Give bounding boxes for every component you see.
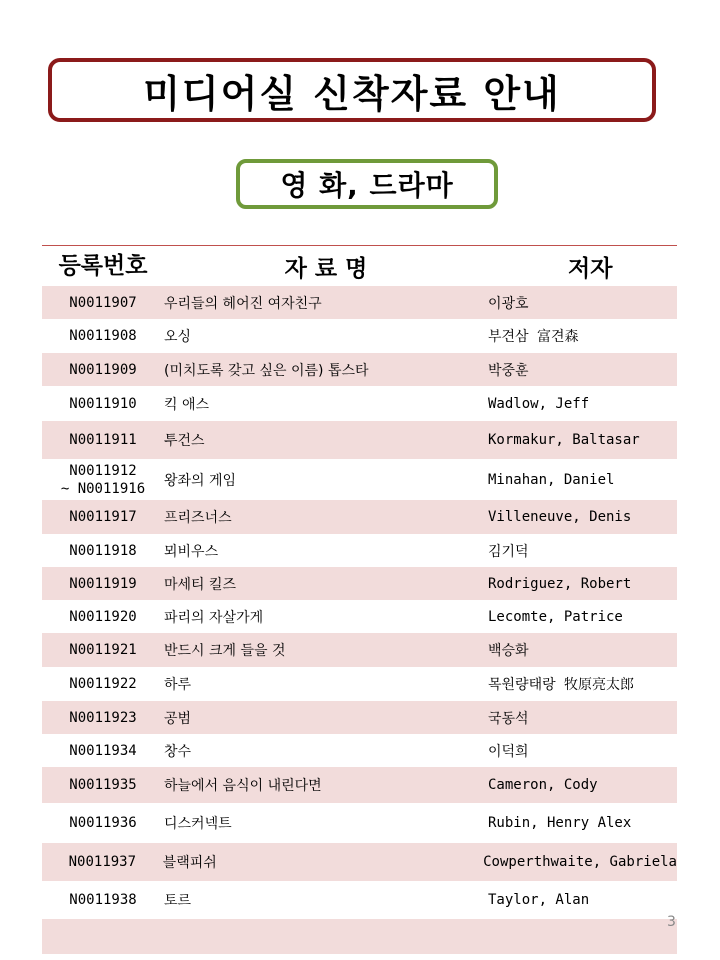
table-row bbox=[42, 767, 677, 803]
table-row bbox=[42, 534, 677, 567]
row-author: Cameron, Cody bbox=[488, 777, 598, 793]
row-title: 왕좌의 게임 bbox=[164, 472, 237, 489]
new-materials-table bbox=[42, 245, 677, 954]
table-row bbox=[42, 421, 677, 459]
row-title: 블랙피쉬 bbox=[162, 855, 217, 871]
category-subtitle: 영 화, 드라마 bbox=[236, 159, 498, 209]
header-name: 자 료 명 bbox=[284, 255, 368, 282]
table-row bbox=[42, 386, 677, 421]
row-id: N0011910 bbox=[69, 395, 137, 412]
row-title: 프리즈너스 bbox=[164, 510, 232, 526]
table-row bbox=[42, 319, 677, 353]
row-author: 이광호 bbox=[488, 295, 529, 312]
table-row bbox=[42, 633, 677, 667]
row-title: 토르 bbox=[164, 893, 192, 909]
row-author: Lecomte, Patrice bbox=[488, 608, 623, 625]
header-author: 저자 bbox=[568, 255, 613, 282]
row-id: N0011918 bbox=[69, 542, 137, 559]
row-id: N0011923 bbox=[69, 709, 137, 726]
row-id: N0011934 bbox=[69, 742, 137, 759]
row-author: 백승화 bbox=[488, 643, 529, 659]
table-body bbox=[42, 286, 677, 954]
row-id: N0011917 bbox=[69, 509, 137, 525]
row-title: 투건스 bbox=[164, 433, 205, 449]
row-title: 디스커넥트 bbox=[164, 816, 232, 832]
row-author: 이덕희 bbox=[488, 743, 529, 760]
row-id: N0011908 bbox=[69, 328, 137, 344]
row-title: 반드시 크게 들을 것 bbox=[164, 643, 286, 659]
row-id: N0011912 ~ N0011916 bbox=[60, 462, 146, 497]
table-row bbox=[42, 353, 677, 386]
table-row bbox=[42, 667, 677, 701]
row-author: Minahan, Daniel bbox=[488, 471, 615, 488]
table-row bbox=[42, 803, 677, 843]
row-id: N0011911 bbox=[69, 432, 137, 448]
row-id: N0011936 bbox=[69, 815, 137, 831]
row-id: N0011907 bbox=[69, 294, 137, 311]
row-title: 마세티 킬즈 bbox=[164, 576, 237, 593]
page-title: 미디어실 신착자료 안내 bbox=[48, 58, 656, 122]
row-author: Taylor, Alan bbox=[488, 892, 590, 908]
row-title: 창수 bbox=[164, 743, 192, 760]
row-author: Rubin, Henry Alex bbox=[488, 815, 632, 831]
row-author: Villeneuve, Denis bbox=[488, 509, 632, 525]
row-author: Kormakur, Baltasar bbox=[488, 432, 640, 448]
row-title: 우리들의 헤어진 여자친구 bbox=[164, 295, 322, 312]
row-id: N0011909 bbox=[69, 361, 137, 378]
table-row bbox=[42, 286, 677, 319]
row-title: 하늘에서 음식이 내린다면 bbox=[164, 778, 322, 794]
row-id: N0011938 bbox=[69, 892, 137, 908]
table-header bbox=[42, 246, 677, 286]
table-row bbox=[42, 843, 677, 881]
header-id: 등록번호 bbox=[58, 253, 148, 279]
row-author: Wadlow, Jeff bbox=[488, 395, 590, 412]
row-title: 오싱 bbox=[164, 329, 192, 345]
row-id: N0011919 bbox=[69, 575, 137, 592]
table-row bbox=[42, 500, 677, 534]
row-title: (미치도록 갖고 싶은 이름) 톱스타 bbox=[164, 362, 369, 379]
row-id: N0011920 bbox=[69, 608, 137, 625]
row-id: N0011922 bbox=[69, 676, 137, 692]
row-author: 박중훈 bbox=[488, 362, 529, 379]
table-row bbox=[42, 701, 677, 734]
table-row bbox=[42, 567, 677, 600]
row-author: 김기덕 bbox=[488, 543, 529, 560]
row-title: 하루 bbox=[164, 677, 192, 693]
row-author: 국동석 bbox=[488, 710, 529, 727]
table-row bbox=[42, 881, 677, 919]
row-title: 파리의 자살가게 bbox=[164, 609, 264, 626]
page-number: 3 bbox=[667, 914, 676, 930]
row-author: Cowperthwaite, Gabriela bbox=[483, 854, 677, 870]
table-row bbox=[42, 919, 677, 954]
row-title: 킥 애스 bbox=[164, 396, 210, 413]
row-id: N0011921 bbox=[69, 642, 137, 658]
row-title: 뫼비우스 bbox=[164, 543, 219, 560]
row-author: Rodriguez, Robert bbox=[488, 575, 632, 592]
table-row bbox=[42, 734, 677, 767]
row-author: 목원량태랑 牧原亮太郎 bbox=[488, 677, 635, 693]
row-id: N0011937 bbox=[68, 854, 137, 870]
table-row bbox=[42, 600, 677, 633]
table-row bbox=[42, 459, 677, 500]
row-title: 공범 bbox=[164, 710, 192, 727]
row-author: 부견삼 富견森 bbox=[488, 329, 579, 345]
row-id: N0011935 bbox=[69, 777, 137, 793]
